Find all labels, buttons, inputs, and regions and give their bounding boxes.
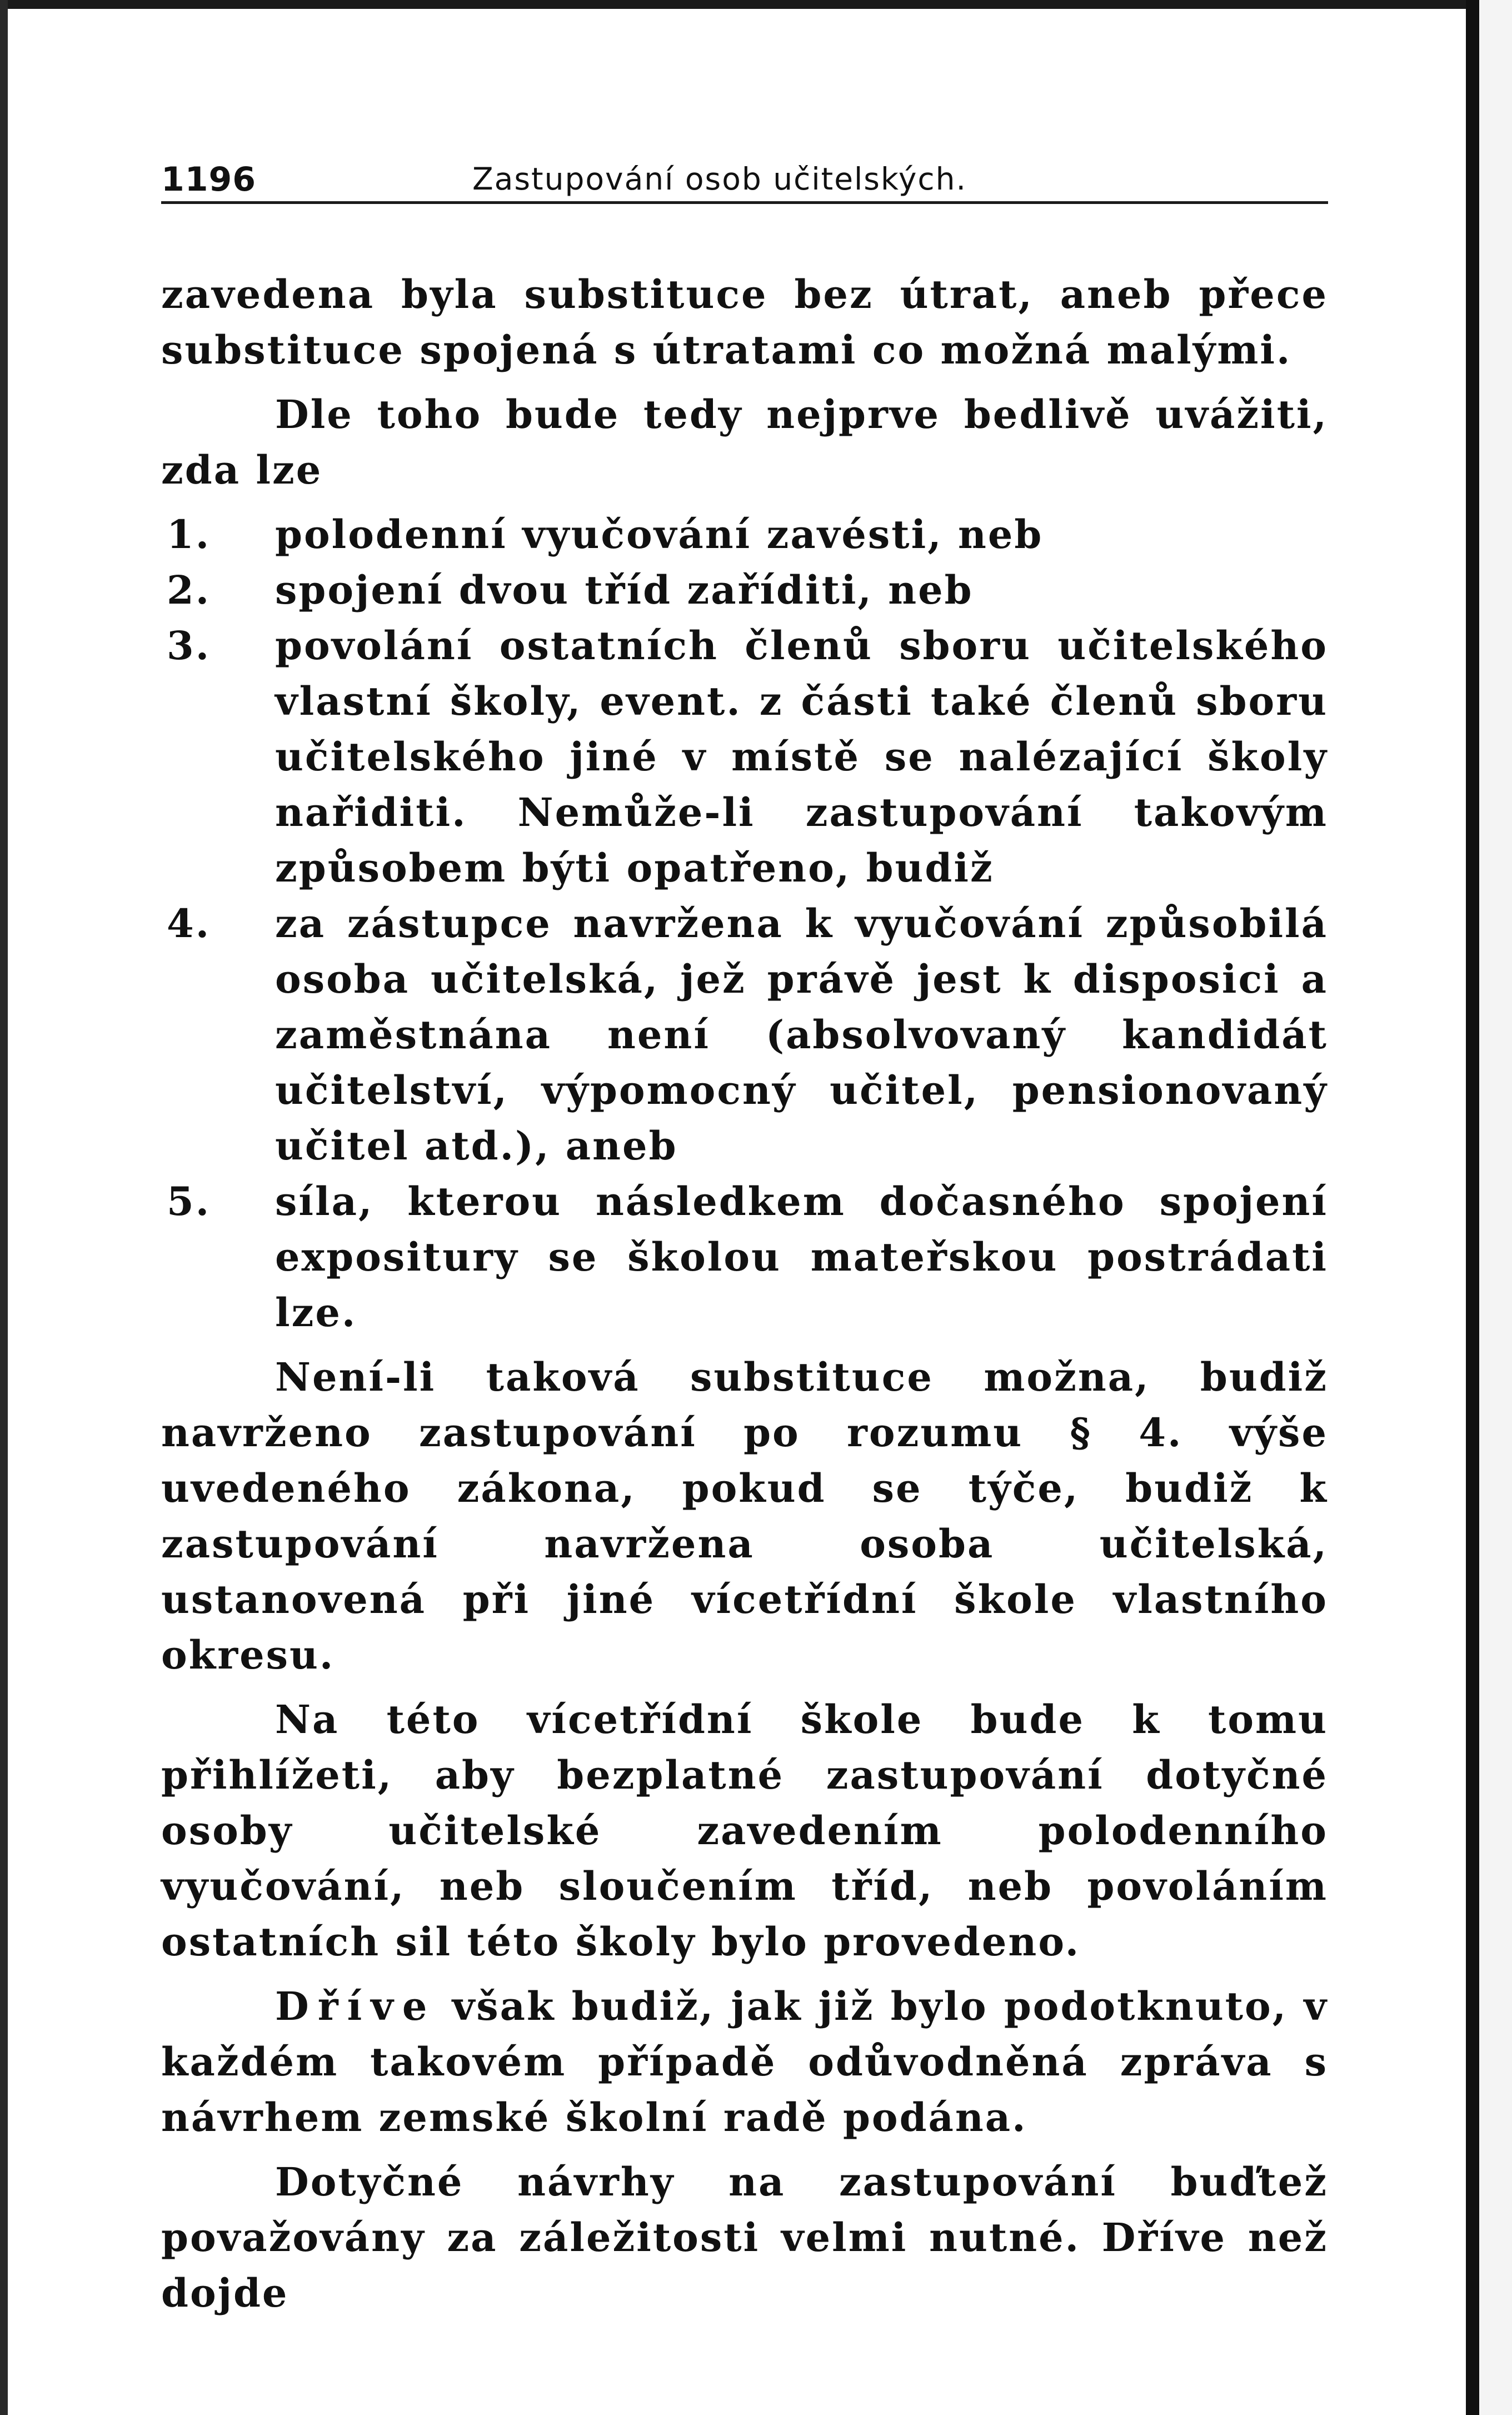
scan-border-left <box>0 0 8 2415</box>
body-text <box>161 267 1328 2330</box>
paragraph-multiclass-school: Na této vícetřídní škole bude k tomu přihlížeti, aby bezplatné zastupování dotyčné osoby učitelské zavedením polodenního vyučování, neb sloučením tříd, neb povoláním ostatních sil této školy bylo provedeno. <box>161 1696 1328 1965</box>
paragraph-report <box>161 1979 1328 2145</box>
intro-paragraph: zavedena byla substituce bez útrat, aneb přece substituce spojená s útratami co možná malými. <box>161 271 1328 373</box>
document-page <box>161 145 1328 2316</box>
scan-border-right <box>1466 0 1479 2415</box>
list-item-text: za zástupce navržena k vyučování způsobilá osoba učitelská, jež právě jest k disposici a zaměstnána není (absolvovaný kandidát učitelství, výpomocný učitel, pensionovaný učitel atd.), aneb <box>275 900 1328 1169</box>
list-item <box>161 618 1328 896</box>
list-item <box>161 507 1328 562</box>
scan-border-top <box>0 0 1512 9</box>
spaced-word: Dříve <box>275 1983 436 2029</box>
paragraph-substitution: Není-li taková substituce možna, budiž navrženo zastupování po rozumu § 4. výše uvedeného zákona, pokud se týče, budiž k zastupování navržena osoba učitelská, ustanovená při jiné vícetřídní škole vlastního okresu. <box>161 1354 1328 1678</box>
running-head <box>161 145 1328 199</box>
paragraph-urgent: Dotyčné návrhy na zastupování buďtež považovány za záležitosti velmi nutné. Dříve než dojde <box>161 2159 1328 2316</box>
list-item-number: 2. <box>167 567 211 613</box>
list-item-text: povolání ostatních členů sboru učitelského vlastní školy, event. z části také členů sboru učitelského jiné v místě se nalézající školy nařiditi. Nemůže-li zastupování takovým způsobem býti opatřeno, budiž <box>275 623 1328 891</box>
list-item-number: 5. <box>167 1178 211 1224</box>
list-item-number: 4. <box>167 900 211 947</box>
numbered-list <box>161 507 1328 1341</box>
list-item-number: 3. <box>167 623 211 669</box>
list-item-text: spojení dvou tříd zaříditi, neb <box>275 567 974 613</box>
scan-margin-strip <box>1479 0 1512 2415</box>
list-item <box>161 1174 1328 1341</box>
list-item-text: polodenní vyučování zavésti, neb <box>275 511 1044 557</box>
paragraph-report-rest: však budiž, jak již bylo podotknuto, v každém takovém případě odůvodněná zpráva s návrhem zemské školní radě podána. <box>161 1983 1328 2140</box>
list-item <box>161 896 1328 1174</box>
list-item-number: 1. <box>167 511 211 557</box>
list-item-text: síla, kterou následkem dočasného spojení expositury se školou mateřskou postrádati lze. <box>275 1178 1328 1336</box>
header-rule <box>161 201 1328 204</box>
list-item <box>161 562 1328 618</box>
running-title: Zastupování osob učitelských. <box>472 161 967 197</box>
page-number: 1196 <box>161 160 256 199</box>
lead-paragraph: Dle toho bude tedy nejprve bedlivě uvážiti, zda lze <box>161 391 1328 493</box>
